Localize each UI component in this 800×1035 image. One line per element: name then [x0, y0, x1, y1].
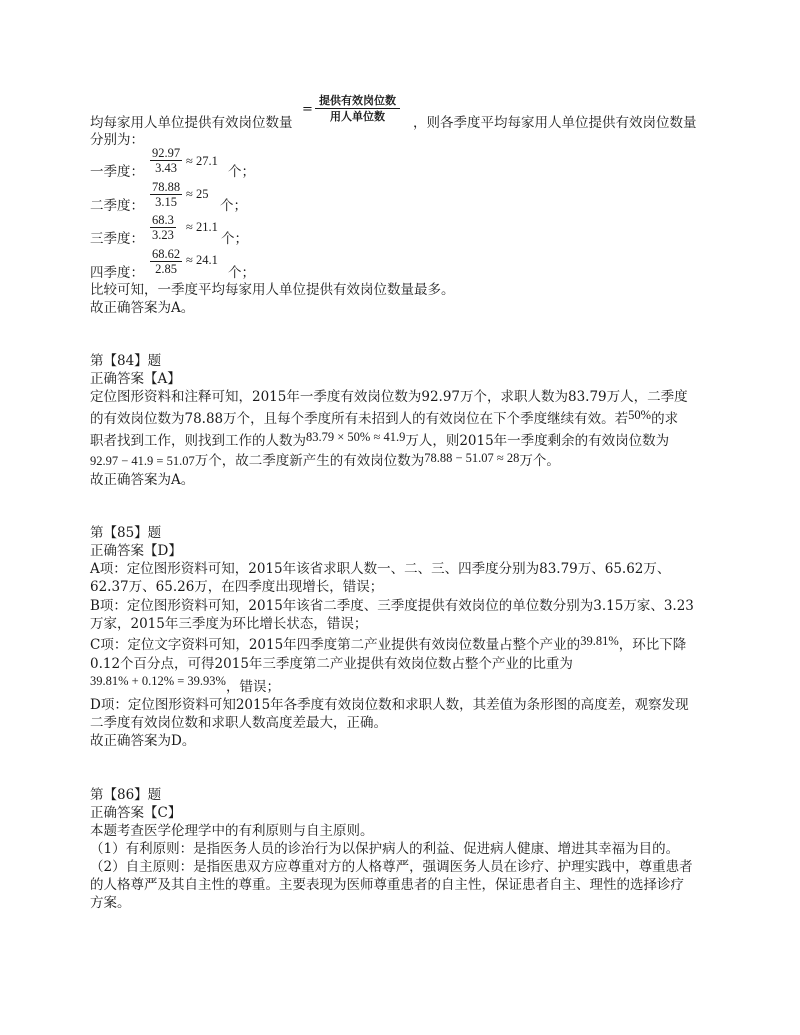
q85-option-c-text-c: ，错误；: [225, 679, 280, 695]
q86-line-5: 方案。: [90, 895, 131, 911]
quarter-2-fraction: [150, 180, 182, 209]
quarter-2-numerator: 78.88: [152, 180, 181, 194]
q84-line-2-text-b: 的求: [651, 411, 679, 427]
q85-option-c-math-1: 39.81%: [580, 634, 619, 648]
quarter-4-unit: 个；: [228, 265, 255, 281]
q84-line-3-text-b: 万人，则2015年一季度剩余的有效岗位数为: [405, 433, 670, 449]
quarter-4-label: 四季度：: [90, 265, 144, 281]
q84-line-3: [90, 432, 669, 450]
quarter-3-approx: ≈ 21.1: [186, 220, 218, 234]
intro-suffix: ，则各季度平均每家用人单位提供有效岗位数量: [413, 115, 697, 131]
q84-line-4-text-b: 万个。: [519, 453, 560, 469]
quarter-1-unit: 个；: [228, 164, 255, 180]
q85-option-c-line-2: 0.12个百分点，可得2015年三季度第二产业提供有效岗位数占整个产业的比重为: [90, 656, 573, 672]
q85-option-a-line-1: A项：定位图形资料可知，2015年该省求职人数一、二、三、四季度分别为83.79万、65.62万、: [90, 561, 671, 577]
q85-option-c-math-2: 39.81% + 0.12% = 39.93%: [90, 674, 226, 688]
q85-option-b-line-1: B项：定位图形资料可知，2015年该省二季度、三季度提供有效岗位的单位数分别为3.15万家、3.23: [90, 598, 694, 614]
quarter-1-denominator: 3.43: [155, 161, 177, 175]
intro-prefix: 均每家用人单位提供有效岗位数量: [90, 115, 293, 131]
quarter-1-label: 一季度：: [90, 164, 144, 180]
quarter-4-denominator: 2.85: [155, 262, 177, 276]
q84-line-4-text-a: 万个，故二季度新产生的有效岗位数为: [194, 453, 425, 469]
q84-title: 第【84】题: [90, 353, 162, 369]
q84-line-4-math-2: 78.88 − 51.07 ≈ 28: [424, 451, 520, 465]
quarter-4-approx: ≈ 24.1: [186, 253, 218, 267]
quarter-1-numerator: 92.97: [152, 146, 181, 160]
intro-line-2: 分别为：: [90, 132, 144, 148]
q85-option-c-text-b: ，环比下降: [618, 637, 687, 653]
q85-option-c-text-a: C项：定位文字资料可知，2015年四季度第二产业提供有效岗位数量占整个产业的: [90, 637, 581, 653]
q85-option-c-line-3: [90, 672, 280, 695]
quarter-1-approx: ≈ 27.1: [186, 154, 218, 168]
quarter-2-approx: ≈ 25: [186, 187, 209, 201]
q84-line-3-text-a: 职者找到工作，则找到工作的人数为: [90, 433, 306, 449]
q86-line-3: （2）自主原则：是指医患双方应尊重对方的人格尊严，强调医务人员在诊疗、护理实践中，尊重患者: [90, 859, 693, 875]
quarter-3-numerator: 68.3: [152, 213, 174, 227]
q86-line-1: 本题考查医学伦理学中的有利原则与自主原则。: [90, 823, 374, 839]
quarter-3-denominator: 3.23: [152, 228, 174, 242]
q85-answer: 正确答案【D】: [90, 543, 182, 559]
q84-line-2: [90, 410, 678, 428]
quarter-3-fraction: [150, 213, 176, 242]
quarter-2-label: 二季度：: [90, 198, 144, 214]
q84-final-answer: 故正确答案为A。: [90, 472, 195, 488]
q84-line-4: [90, 452, 560, 470]
header-fraction-denominator: 用人单位数: [330, 110, 385, 123]
header-fraction-numerator: 提供有效岗位数: [315, 93, 400, 109]
q84-answer: 正确答案【A】: [90, 371, 181, 387]
header-fraction: [315, 93, 400, 124]
q84-line-2-text-a: 的有效岗位数为78.88万个，且每个季度所有未招到人的有效岗位在下个季度继续有效。若: [90, 411, 629, 427]
q85-title: 第【85】题: [90, 525, 162, 541]
q85-option-b-line-2: 万家，2015年三季度为环比增长状态，错误；: [90, 616, 368, 632]
q85-option-d-line-1: D项：定位图形资料可知2015年各季度有效岗位数和求职人数，其差值为条形图的高度差，观察发现: [90, 697, 689, 713]
q83-conclusion: 比较可知，一季度平均每家用人单位提供有效岗位数量最多。: [90, 282, 455, 298]
quarter-1-fraction: [150, 146, 182, 175]
intro-line-1: [90, 114, 293, 132]
quarter-3-label: 三季度：: [90, 231, 144, 247]
q85-option-a-line-2: 62.37万、65.26万，在四季度出现增长，错误；: [90, 579, 384, 595]
quarter-2-denominator: 3.15: [155, 195, 177, 209]
q85-final-answer: 故正确答案为D。: [90, 733, 196, 749]
q84-line-3-math: 83.79 × 50% ≈ 41.9: [306, 430, 406, 444]
q84-line-1: 定位图形资料和注释可知，2015年一季度有效岗位数为92.97万个，求职人数为83.79万人，二季度: [90, 389, 688, 405]
equals-sign: =: [302, 102, 313, 117]
quarter-4-numerator: 68.62: [152, 247, 181, 261]
q86-line-4: 的人格尊严及其自主性的尊重。主要表现为医师尊重患者的自主性，保证患者自主、理性的选择诊疗: [90, 877, 684, 893]
q86-line-2: （1）有利原则：是指医务人员的诊治行为以保护病人的利益、促进病人健康、增进其幸福为目的。: [90, 841, 680, 857]
q86-title: 第【86】题: [90, 787, 162, 803]
q84-line-4-math-1: 92.97 − 41.9 = 51.07: [90, 454, 195, 468]
quarter-4-fraction: [150, 247, 182, 276]
quarter-2-unit: 个；: [220, 198, 247, 214]
q85-option-d-line-2: 二季度有效岗位数和求职人数高度差最大，正确。: [90, 715, 387, 731]
q86-answer: 正确答案【C】: [90, 805, 182, 821]
q83-answer: 故正确答案为A。: [90, 300, 195, 316]
quarter-3-unit: 个；: [221, 231, 248, 247]
q84-line-2-math: 50%: [628, 408, 652, 422]
q85-option-c-line-1: [90, 636, 686, 654]
